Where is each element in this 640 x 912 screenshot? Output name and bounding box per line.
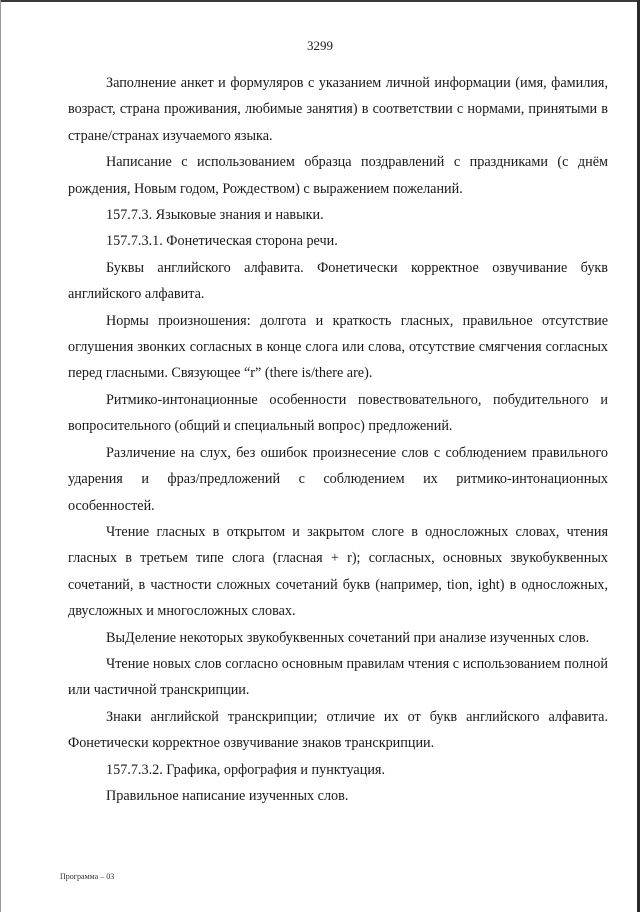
scan-edge-top: [0, 0, 640, 2]
paragraph: ВыДеление некоторых звукобуквенных сочетаний при анализе изученных слов.: [106, 629, 590, 646]
paragraph: Знаки английской транскрипции; отличие их от букв английского алфавита. Фонетически корректное озвучивание знаков транскрипции.: [68, 708, 608, 752]
paragraph: Нормы произношения: долгота и краткость гласных, правильное отсутствие оглушения звонких согласных в конце слога или слова, отсутствие смягчения согласных перед гласными. Связующее “r” (there is/there are).: [68, 312, 608, 382]
footer-label: Программа – 03: [60, 872, 115, 881]
paragraph: Правильное написание изученных слов.: [106, 787, 349, 804]
page-number: 3299: [307, 38, 333, 53]
paragraph: Буквы английского алфавита. Фонетически корректное озвучивание букв английского алфавита.: [68, 259, 608, 303]
paragraph: Заполнение анкет и формуляров с указанием личной информации (имя, фамилия, возраст, страна проживания, любимые занятия) в соответствии с нормами, принятыми в стране/странах изучаемого языка.: [68, 75, 608, 144]
paragraph: Написание с использованием образца поздравлений с праздниками (с днём рождения, Новым годом, Рождеством) с выражением пожеланий.: [68, 154, 608, 197]
paragraph: Чтение гласных в открытом и закрытом слоге в односложных словах, чтения гласных в третьем типе слога (гласная + r); согласных, основных звукобуквенных сочетаний, в частности сложных сочетаний букв (например, tion, ight) в односложных, двусложных и многосложных словах.: [68, 523, 608, 620]
section-heading: 157.7.3.2. Графика, орфография и пунктуация.: [106, 761, 385, 778]
paragraph: Ритмико-интонационные особенности повествовательного, побудительного и вопросительного (общий и специальный вопрос) предложений.: [68, 391, 608, 435]
document-body: [68, 70, 608, 809]
paragraph: Чтение новых слов согласно основным правилам чтения с использованием полной или частичной транскрипции.: [68, 655, 608, 699]
section-heading: 157.7.3. Языковые знания и навыки.: [106, 207, 324, 224]
scan-edge-left: [0, 0, 1, 912]
paragraph: Различение на слух, без ошибок произнесение слов с соблюдением правильного ударения и фраз/предложений с соблюдением их ритмико-интонационных особенностей.: [68, 444, 608, 514]
section-heading: 157.7.3.1. Фонетическая сторона речи.: [106, 233, 338, 250]
